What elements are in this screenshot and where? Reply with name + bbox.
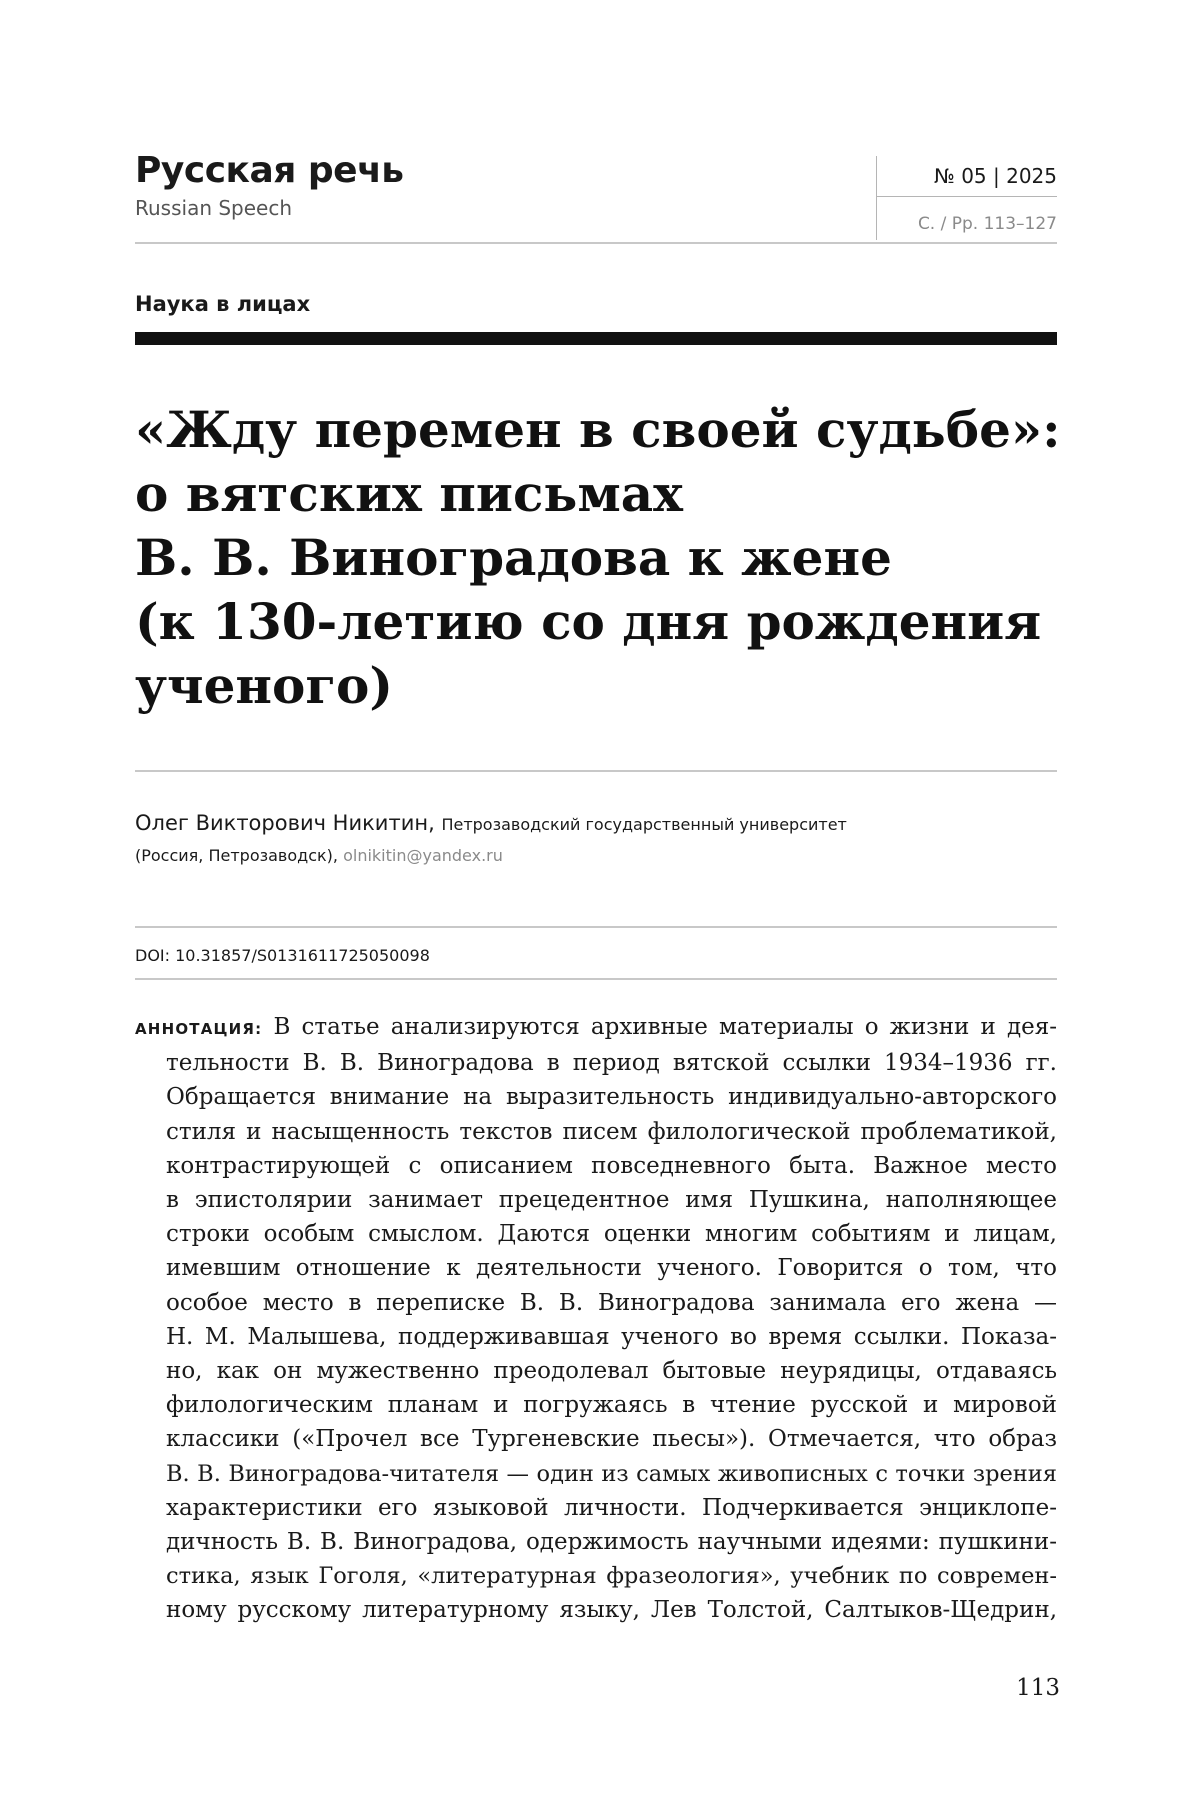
abstract-line: тельности В. В. Виноградова в период вятской ссылки 1934–1936 гг.: [166, 1050, 1057, 1077]
abstract-line: В. В. Виноградова-читателя — один из самых живописных с точки зрения: [166, 1460, 1057, 1487]
section-title: Наука в лицах: [135, 292, 311, 316]
title-line: ученого): [135, 656, 394, 715]
abstract-line: АННОТАЦИЯ: В статье анализируются архивные материалы о жизни и дея-: [135, 1014, 1057, 1040]
abstract-line: ному русскому литературному языку, Лев Толстой, Салтыков-Щедрин,: [166, 1597, 1057, 1624]
title-line: о вятских письмах: [135, 464, 683, 523]
abstract-line: в эпистолярии занимает прецедентное имя Пушкина, наполняющее: [166, 1187, 1057, 1214]
abstract-line: филологическим планам и погружаясь в чтение русской и мировой: [166, 1392, 1057, 1419]
abstract-line: строки особым смыслом. Даются оценки многим событиям и лицам,: [166, 1221, 1057, 1248]
issue-number: № 05 | 2025: [934, 164, 1057, 188]
abstract-line: Обращается внимание на выразительность индивидуально-авторского: [166, 1084, 1057, 1111]
author-line-2: [135, 846, 503, 865]
abstract-line: классики («Прочел все Тургеневские пьесы»). Отмечается, что образ: [166, 1426, 1057, 1453]
title-line: (к 130-летию со дня рождения: [135, 592, 1042, 651]
doi[interactable]: DOI: 10.31857/S0131611725050098: [135, 946, 430, 965]
journal-subtitle: Russian Speech: [135, 196, 293, 220]
abstract-line: но, как он мужественно преодолевал бытовые неурядицы, отдаваясь: [166, 1358, 1057, 1385]
author-email-link[interactable]: olnikitin@yandex.ru: [343, 846, 503, 865]
header-divider-short: [876, 196, 1057, 197]
article-title: [135, 398, 1065, 718]
doi-rule-top: [135, 926, 1057, 928]
abstract-line: Н. М. Малышева, поддерживавшая ученого во время ссылки. Показа-: [166, 1323, 1057, 1350]
journal-title: Русская речь: [135, 150, 404, 191]
abstract-line: имевшим отношение к деятельности ученого. Говорится о том, что: [166, 1255, 1057, 1282]
page-range: С. / Pp. 113–127: [917, 214, 1057, 234]
page-number: 113: [1016, 1675, 1060, 1701]
abstract-line: стиля и насыщенность текстов писем филологической проблематикой,: [166, 1118, 1057, 1145]
abstract-line: дичность В. В. Виноградова, одержимость научными идеями: пушкини-: [166, 1529, 1057, 1556]
doi-rule-bottom: [135, 978, 1057, 980]
title-rule: [135, 770, 1057, 772]
abstract-line: контрастирующей с описанием повседневного быта. Важное место: [166, 1152, 1057, 1179]
abstract: [135, 1010, 1057, 1628]
title-line: В. В. Виноградова к жене: [135, 528, 892, 587]
abstract-line: особое место в переписке В. В. Виноградова занимала его жена —: [166, 1289, 1057, 1316]
abstract-line: характеристики его языковой личности. Подчеркивается энциклопе-: [166, 1494, 1057, 1521]
author-name: Олег Викторович Никитин: [135, 811, 429, 835]
author-location: (Россия, Петрозаводск),: [135, 846, 338, 865]
abstract-label: АННОТАЦИЯ:: [135, 1020, 263, 1038]
section-rule: [135, 332, 1057, 345]
abstract-line: стика, язык Гоголя, «литературная фразеология», учебник по современ-: [166, 1563, 1057, 1590]
author-line: Олег Викторович Никитин, Петрозаводский государственный университет: [135, 811, 847, 835]
header-rule: [135, 242, 1057, 244]
author-affiliation: Петрозаводский государственный университет: [441, 815, 847, 834]
header-divider: [876, 156, 877, 240]
title-line: «Жду перемен в своей судьбе»:: [135, 400, 1061, 459]
